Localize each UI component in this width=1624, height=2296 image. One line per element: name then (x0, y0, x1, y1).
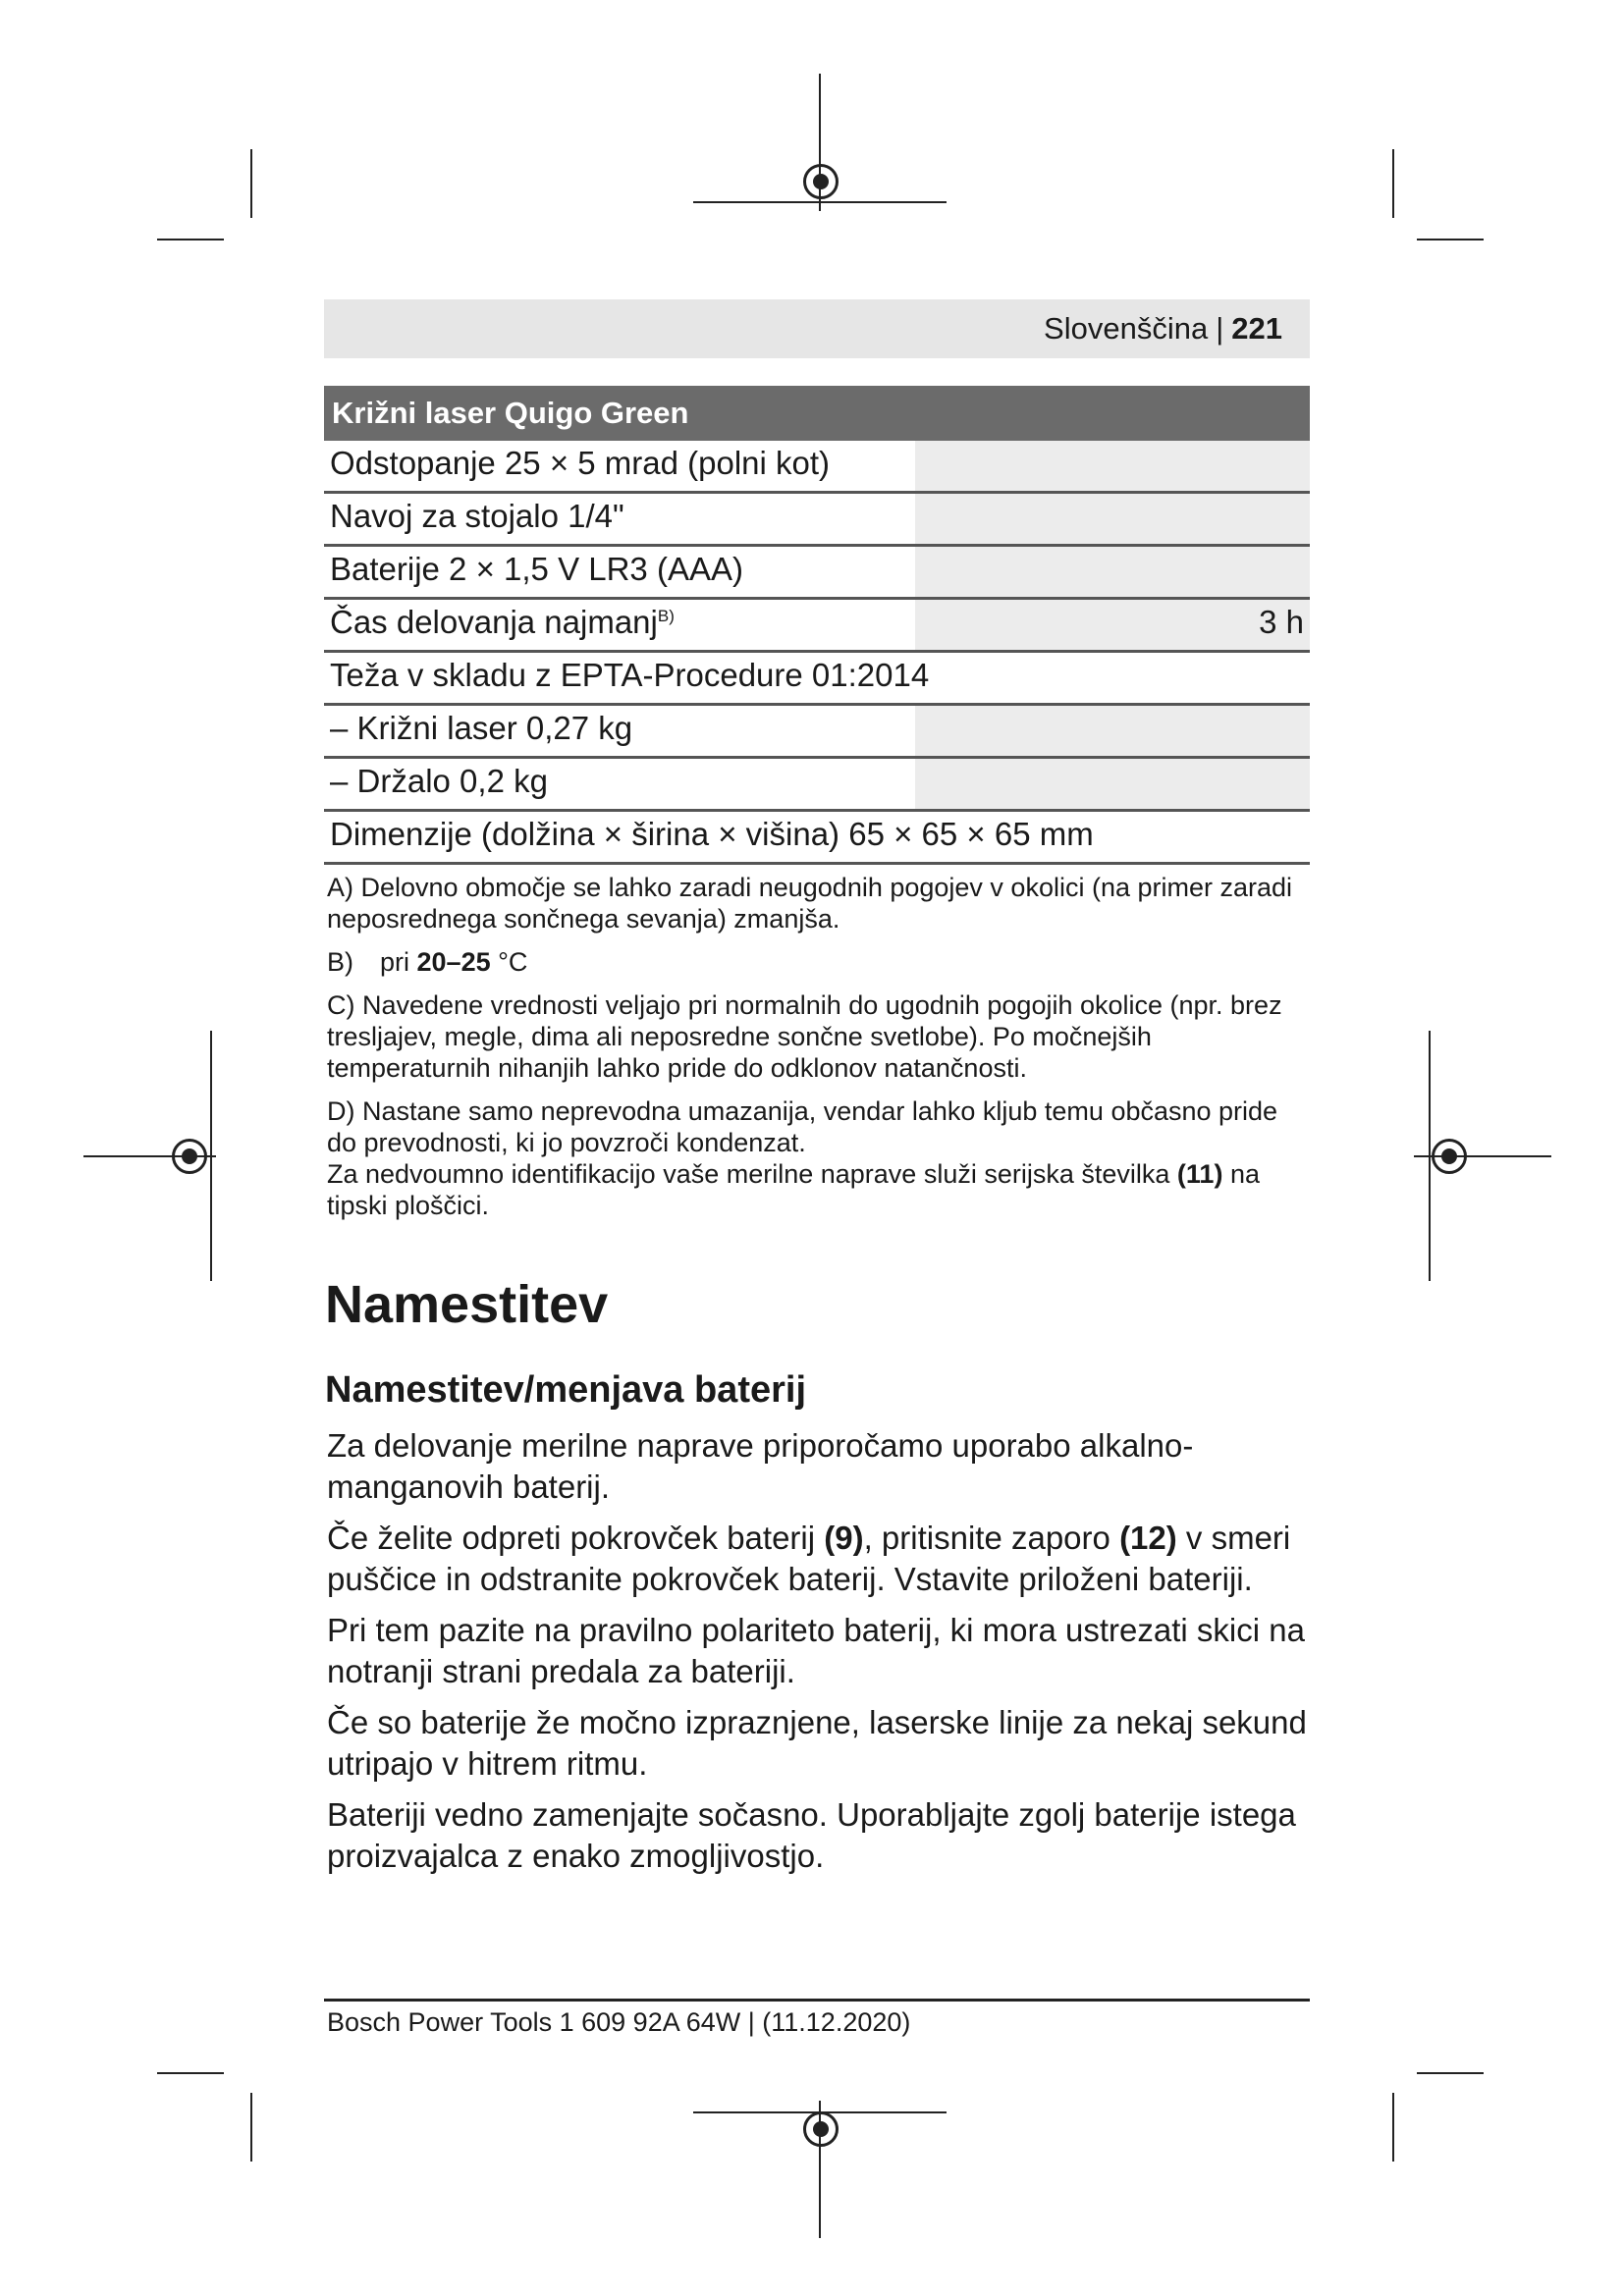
footnotes (327, 872, 1309, 1221)
registration-mark-icon (803, 164, 839, 199)
identification-note (327, 1158, 1309, 1221)
table-row (324, 441, 1310, 494)
part-ref: (9) (824, 1520, 864, 1556)
row-label: Navoj za stojalo 1/4" (330, 498, 624, 534)
paragraph (327, 1518, 1309, 1600)
row-label: Teža v skladu z EPTA-Procedure 01:2014 (330, 657, 930, 693)
table-row (324, 494, 1310, 547)
temperature-range: 20–25 (416, 947, 491, 977)
crop-mark (693, 201, 947, 203)
header-language: Slovenščina (1044, 311, 1209, 346)
footnote-key: B) (327, 947, 353, 977)
section-title: Namestitev (325, 1275, 609, 1334)
paragraph: Za delovanje merilne naprave priporočamo uporabo alkalno-manganovih baterij. (327, 1427, 1194, 1505)
crop-mark (250, 2093, 252, 2162)
footnote-unit: °C (490, 947, 528, 977)
table-row (324, 812, 1310, 865)
page-footer: Bosch Power Tools 1 609 92A 64W | (11.12.2020) (327, 2007, 911, 2037)
table-row (324, 759, 1310, 812)
row-value (915, 759, 1310, 809)
footnote-text: pri (380, 947, 417, 977)
table-row (324, 706, 1310, 759)
row-value (915, 441, 1310, 491)
ident-text: Za nedvoumno identifikacijo vaše merilne naprave služi serijska številka (327, 1159, 1177, 1189)
crop-mark (1417, 239, 1484, 240)
crop-mark (250, 149, 252, 218)
paragraph-text: v smeri puščice in odstranite pokrovček baterij. Vstavite priloženi bateriji. (327, 1520, 1291, 1597)
header-separator: | (1216, 311, 1224, 346)
footnote-ref: B) (657, 607, 675, 625)
row-value (915, 494, 1310, 544)
crop-mark (1417, 2072, 1484, 2074)
paragraph-text: , pritisnite zaporo (863, 1520, 1120, 1556)
paragraph-text: Če želite odpreti pokrovček baterij (327, 1520, 825, 1556)
page-number: 221 (1231, 311, 1282, 346)
row-label: – Križni laser 0,27 kg (330, 710, 633, 746)
row-label: Baterije 2 × 1,5 V LR3 (AAA) (330, 551, 743, 587)
registration-mark-icon (803, 2111, 839, 2147)
row-label: Dimenzije (dolžina × širina × višina) 65 × 65 × 65 mm (330, 816, 1094, 852)
table-row (324, 600, 1310, 653)
row-label: Odstopanje 25 × 5 mrad (polni kot) (330, 445, 831, 481)
footnote-d: D) Nastane samo neprevodna umazanija, vendar lahko kljub temu občasno pride do prevodnosti, ki jo povzroči kondenzat. (327, 1096, 1278, 1157)
page-header (324, 299, 1310, 358)
crop-mark (1392, 149, 1394, 218)
crop-mark (157, 239, 224, 240)
footnote-b (327, 946, 1309, 978)
row-value (915, 706, 1310, 756)
row-value (915, 653, 1310, 703)
footer-rule (324, 1999, 1310, 2002)
table-row (324, 653, 1310, 706)
footnote-c: C) Navedene vrednosti veljajo pri normalnih do ugodnih pogojih okolice (npr. brez tresljajev, megle, dima ali neposredne sončne svetlobe). Po močnejših temperaturnih nihanjih lahko pride do odklonov natančnosti. (327, 990, 1282, 1083)
part-ref: (12) (1119, 1520, 1177, 1556)
serial-ref: (11) (1176, 1159, 1223, 1189)
ident-text-end: na tipski ploščici. (327, 1159, 1260, 1220)
body-text (327, 1425, 1309, 1887)
crop-mark (157, 2072, 224, 2074)
crop-mark (1392, 2093, 1394, 2162)
paragraph: Če so baterije že močno izpraznjene, laserske linije za nekaj sekund utripajo v hitrem ritmu. (327, 1704, 1307, 1782)
row-label (324, 600, 915, 650)
paragraph: Pri tem pazite na pravilno polariteto baterij, ki mora ustrezati skici na notranji strani predala za bateriji. (327, 1612, 1305, 1689)
row-value (915, 547, 1310, 597)
spec-table-title: Križni laser Quigo Green (324, 386, 1310, 441)
registration-mark-icon (172, 1139, 207, 1174)
spec-table (324, 386, 1310, 865)
subsection-title: Namestitev/menjava baterij (325, 1369, 807, 1411)
footnote-a: A) Delovno območje se lahko zaradi neugodnih pogojev v okolici (na primer zaradi neposrednega sončnega sevanja) zmanjša. (327, 873, 1293, 934)
table-row (324, 547, 1310, 600)
row-label: – Držalo 0,2 kg (330, 763, 548, 799)
paragraph: Bateriji vedno zamenjajte sočasno. Uporabljajte zgolj baterije istega proizvajalca z enako zmogljivostjo. (327, 1796, 1296, 1874)
row-label-text: Čas delovanja najmanj (330, 604, 658, 640)
registration-mark-icon (1432, 1139, 1467, 1174)
row-value: 3 h (915, 600, 1310, 650)
row-value (915, 812, 1310, 862)
